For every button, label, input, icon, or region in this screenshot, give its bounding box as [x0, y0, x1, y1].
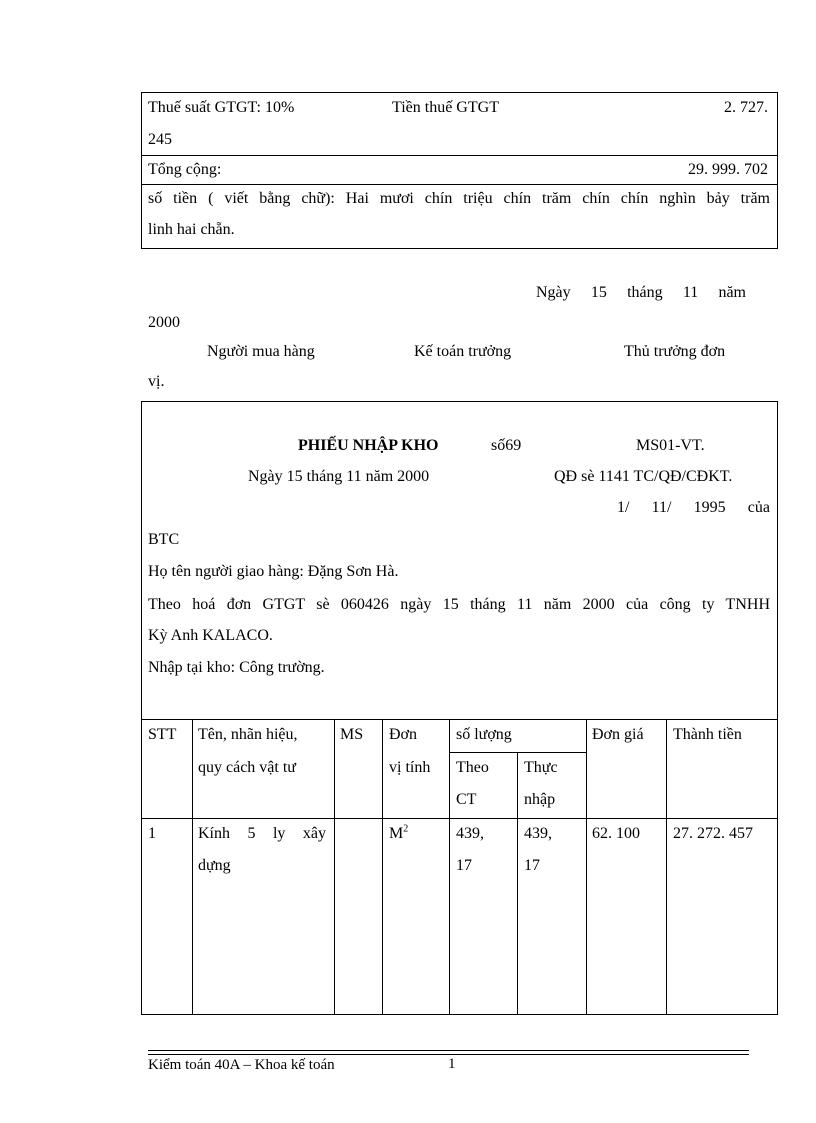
receipt-frame	[141, 401, 778, 1015]
header-ms: MS	[340, 726, 364, 743]
cell-qty-actual-cont: 17	[524, 857, 540, 874]
header-unit-cont: vị tính	[389, 759, 431, 776]
cell-unit-superscript: 2	[403, 823, 409, 835]
signoff-head: Thủ trưởng đơn	[624, 343, 726, 360]
header-qty-actual: Thực	[524, 759, 558, 776]
cell-unit	[389, 823, 409, 842]
total-label: Tổng cộng:	[148, 161, 222, 178]
cell-stt: 1	[148, 825, 156, 842]
cell-qty-doc-cont: 17	[456, 857, 472, 874]
total-value: 29. 999. 702	[688, 161, 768, 178]
warehouse-location: Nhập tại kho: Công trường.	[148, 659, 325, 676]
cell-unit-price: 62. 100	[592, 825, 640, 842]
header-unit-price: Đơn giá	[592, 726, 644, 743]
tax-amount-label: Tiền thuế GTGT	[392, 99, 499, 116]
receipt-number: số69	[491, 437, 522, 454]
footer-rule	[148, 1054, 749, 1055]
table-header-bottom-border	[141, 818, 778, 819]
table-col-divider	[382, 719, 383, 1015]
table-col-divider	[192, 719, 193, 1015]
signoff-buyer: Người mua hàng	[207, 343, 315, 360]
tax-rate-label: Thuế suất GTGT: 10%	[148, 99, 295, 116]
header-qty-doc-cont: CT	[456, 791, 477, 808]
cell-unit-base: M	[389, 825, 404, 842]
header-name-cont: quy cách vật tư	[198, 759, 296, 776]
signoff-date: Ngày 15 tháng 11 năm	[536, 284, 746, 301]
signoff-chief-accountant: Kế toán trưởng	[414, 343, 512, 360]
receipt-date: Ngày 15 tháng 11 năm 2000	[248, 468, 430, 485]
table-col-divider	[666, 719, 667, 1015]
header-unit: Đơn	[389, 726, 418, 743]
tax-amount-value: 2. 727.	[724, 99, 768, 116]
header-qty-doc: Theo	[456, 759, 489, 776]
amount-in-words: số tiền ( viết bằng chữ): Hai mươi chín triệu chín trăm chín chín nghìn bảy trăm	[148, 190, 770, 207]
invoice-reference-cont: Kỳ Anh KALACO.	[148, 627, 273, 644]
cell-qty-actual: 439,	[524, 825, 552, 842]
summary-divider	[141, 155, 778, 156]
decision-ref-issuer: BTC	[148, 531, 180, 548]
decision-ref: QĐ sè 1141 TC/QĐ/CĐKT.	[554, 468, 733, 485]
cell-name-cont: dựng	[198, 857, 231, 874]
table-col-divider	[334, 719, 335, 1015]
table-col-divider	[449, 719, 450, 1015]
header-stt: STT	[148, 726, 177, 743]
footer-rule	[148, 1050, 749, 1051]
receipt-title: PHIẾU NHẬP KHO	[298, 437, 439, 454]
cell-amount: 27. 272. 457	[673, 825, 753, 842]
header-qty-actual-cont: nhập	[524, 791, 556, 808]
header-name: Tên, nhãn hiệu,	[198, 726, 298, 743]
header-quantity: số lượng	[456, 726, 512, 743]
decision-ref-date: 1/ 11/ 1995 của	[617, 499, 770, 516]
table-col-divider	[586, 719, 587, 1015]
tax-amount-value-cont: 245	[148, 131, 172, 148]
summary-divider	[141, 184, 778, 185]
page-number: 1	[448, 1056, 456, 1072]
header-amount: Thành tiền	[673, 726, 742, 743]
amount-in-words-cont: linh hai chẵn.	[148, 221, 235, 238]
footer-text: Kiểm toán 40A – Khoa kế toán	[148, 1057, 335, 1073]
signoff-head-cont: vị.	[148, 373, 165, 390]
table-col-divider	[517, 752, 518, 1015]
cell-qty-doc: 439,	[456, 825, 484, 842]
deliverer-name: Họ tên người giao hàng: Đặng Sơn Hà.	[148, 563, 399, 580]
invoice-reference: Theo hoá đơn GTGT sè 060426 ngày 15 tháng 11 năm 2000 của công ty TNHH	[148, 596, 770, 613]
table-top-border	[141, 719, 778, 720]
signoff-date-year: 2000	[148, 314, 180, 331]
cell-name: Kính 5 ly xây	[198, 825, 326, 842]
form-code: MS01-VT.	[636, 437, 705, 454]
